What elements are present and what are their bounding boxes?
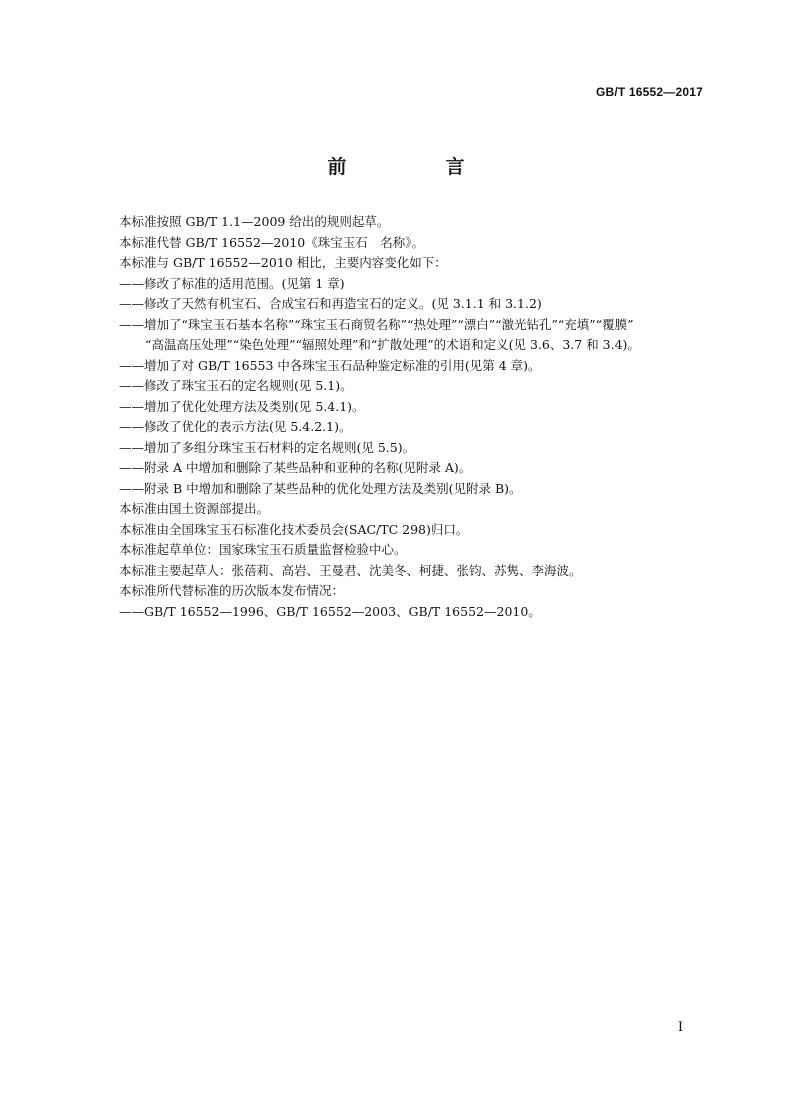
- paragraph: 本标准由国土资源部提出。: [119, 501, 270, 516]
- change-item: ——增加了“珠宝玉石基本名称”“珠宝玉石商贸名称”“热处理”“漂白”“激光钻孔”“充填”“覆膜”: [119, 316, 634, 332]
- change-item: ——修改了优化的表示方法(见 5.4.2.1)。: [119, 419, 352, 434]
- foreword-body: [119, 212, 709, 622]
- change-item: ——增加了优化处理方法及类别(见 5.4.1)。: [119, 398, 365, 414]
- change-item: ——增加了对 GB/T 16553 中各珠宝玉石品种鉴定标准的引用(见第 4 章)。: [119, 357, 541, 373]
- change-item: ——增加了多组分珠宝玉石材料的定名规则(见 5.5)。: [119, 439, 416, 455]
- standard-code: GB/T 16552—2017: [595, 85, 703, 99]
- version-history-item: ——GB/T 16552—1996、GB/T 16552—2003、GB/T 16552—2010。: [119, 603, 541, 619]
- change-item: ——附录 A 中增加和删除了某些品种和亚种的名称(见附录 A)。: [119, 460, 472, 475]
- paragraph: 本标准主要起草人：张蓓莉、高岩、王曼君、沈美冬、柯捷、张钧、苏隽、李海波。: [119, 562, 582, 578]
- change-item: ——修改了珠宝玉石的定名规则(见 5.1)。: [119, 378, 353, 393]
- page-title: 前 言: [327, 156, 505, 178]
- change-item: ——修改了标准的适用范围。(见第 1 章): [119, 275, 345, 291]
- paragraph: 本标准由全国珠宝玉石标准化技术委员会(SAC/TC 298)归口。: [119, 521, 469, 537]
- paragraph: 本标准代替 GB/T 16552—2010《珠宝玉石 名称》。: [119, 234, 424, 250]
- paragraph: 本标准与 GB/T 16552—2010 相比，主要内容变化如下：: [119, 255, 447, 270]
- change-item: ——修改了天然有机宝石、合成宝石和再造宝石的定义。(见 3.1.1 和 3.1.2): [119, 296, 542, 311]
- change-item: ——附录 B 中增加和删除了某些品种的优化处理方法及类别(见附录 B)。: [119, 480, 522, 496]
- paragraph: 本标准所代替标准的历次版本发布情况：: [119, 583, 345, 598]
- change-item-continuation: “高温高压处理”“染色处理”“辐照处理”和“扩散处理”的术语和定义(见 3.6、3.7 和 3.4)。: [145, 337, 640, 352]
- page-number: I: [677, 1020, 683, 1035]
- paragraph: 本标准起草单位：国家珠宝玉石质量监督检验中心。: [119, 542, 407, 557]
- paragraph: 本标准按照 GB/T 1.1—2009 给出的规则起草。: [119, 214, 390, 229]
